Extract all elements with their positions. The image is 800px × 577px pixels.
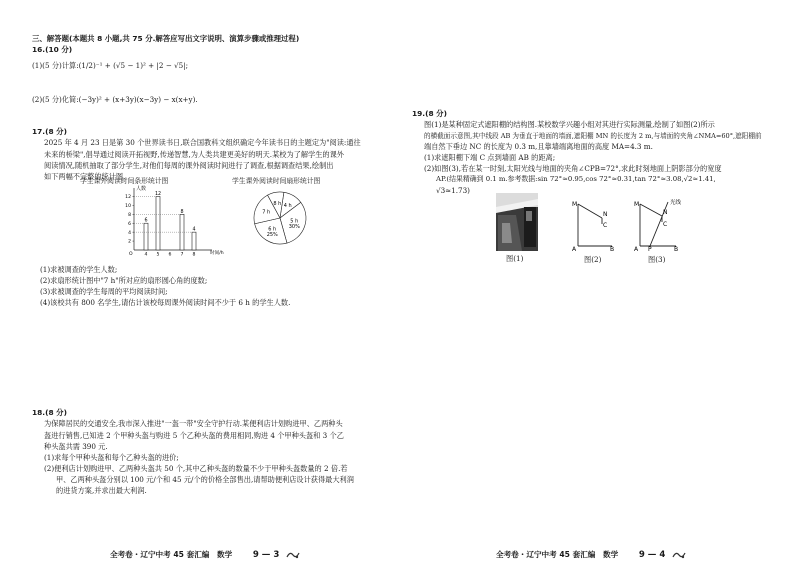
- q18-header: 18.(8 分): [32, 408, 67, 417]
- q19-header: 19.(8 分): [412, 109, 447, 118]
- q17-question-1: (1)求被调查的学生人数;: [40, 265, 118, 274]
- bar-origin-label: O: [129, 252, 133, 257]
- q17-questions: [40, 264, 290, 309]
- q16-part1: (1)(5 分)计算:(1/2)⁻¹ + (√5 − 1)² + |2 − √5|;: [32, 61, 189, 71]
- bar-x-tick-label: 4: [144, 252, 148, 258]
- pie-slice-label: 8 h: [273, 200, 282, 207]
- fig3-label-p: P: [648, 246, 652, 252]
- q17-question-2: (2)求扇形统计图中"7 h"所对应的扇形圆心角的度数;: [40, 276, 208, 286]
- q17-header: 17.(8 分): [32, 127, 67, 136]
- brand-logo-icon: [286, 551, 300, 559]
- q17-line-2: 未来的桥梁",倡导通过阅读开拓视野,传递智慧,为人类共建更美好的明天.某校为了解学生的课外: [44, 149, 344, 159]
- q17-line-4: 如下两幅不完整的统计图.: [44, 171, 126, 181]
- bar-value-label: 12: [154, 191, 162, 197]
- right-page: [400, 0, 800, 577]
- figure-1: [496, 193, 538, 263]
- q19-question-2-cont-2: √3≈1.73): [436, 186, 470, 196]
- q18-line-2: 盔进行销售,已知进 2 个甲种头盔与购进 5 个乙种头盔的费用相同,购进 4 个甲种头盔和 3 个乙: [44, 430, 344, 440]
- q19-line-1: 图(1)是某种固定式遮阳棚的结构图.某校数学兴趣小组对其进行实际测量,绘制了如图(2)所示: [424, 120, 715, 130]
- q19-question-2-cont-1: AP.(结果精确到 0.1 m.参考数据:sin 72°≈0.95,cos 72°≈0.31,tan 72°≈3.08,√2≈1.41,: [436, 175, 716, 184]
- fig2-label-a: A: [572, 246, 577, 252]
- bar-x-tick-label: 7: [180, 252, 184, 258]
- fig2-label-m: M: [572, 201, 578, 208]
- bar: [144, 223, 148, 250]
- bar-x-tick-label: 6: [168, 252, 172, 258]
- fig3-label-n: N: [663, 209, 668, 216]
- figure-2-caption: 图(2): [584, 255, 602, 264]
- q19-question-1: (1)求遮阳棚下端 C 点到墙面 AB 的距离;: [424, 153, 556, 162]
- bar-y-tick-label: 4: [128, 230, 131, 236]
- figure-3-diagram: [632, 196, 692, 252]
- bar-x-tick-label: 5: [156, 252, 160, 258]
- footer-right: [496, 549, 686, 562]
- awning-photo-image: [496, 193, 538, 251]
- fig3-label-light: 光线: [670, 200, 682, 206]
- pie-slice-label: 5 h: [290, 218, 299, 225]
- pie-chart-title: 学生课外阅读时间扇形统计图: [232, 177, 321, 185]
- bar-y-tick-label: 2: [128, 239, 131, 245]
- question-16: [32, 44, 198, 105]
- figure-1-caption: 图(1): [506, 254, 524, 263]
- fig2-label-n: N: [603, 211, 608, 218]
- figure-2: [570, 196, 626, 262]
- bar-x-axis-label: 时间/h: [210, 251, 224, 256]
- q18-question-2-cont-1: 甲、乙两种头盔分别以 100 元/个和 45 元/个的价格全部售出,请帮助便利店设计获得最大利润: [56, 475, 354, 485]
- footer-left: [110, 549, 300, 562]
- q19-question-2: (2)如图(3),若在某一时刻,太阳光线与地面的夹角∠CPB=72°,求此时刻地面上阴影部分的宽度: [424, 164, 722, 174]
- question-19: [412, 108, 792, 196]
- q18-line-3: 种头盔共需 390 元.: [44, 441, 108, 451]
- bar-value-label: 8: [180, 209, 184, 215]
- question-18: [32, 407, 354, 497]
- pie-slice-percent: 25%: [266, 231, 278, 238]
- bar-y-tick-label: 8: [128, 212, 131, 218]
- bar-value-label: 6: [144, 218, 148, 224]
- bar-chart: [118, 184, 236, 264]
- q18-line-1: 为保障居民的交通安全,我市深入推进"一盔一带"安全守护行动.某便利店计划购进甲、乙两种头: [44, 419, 343, 429]
- footer-right-text: 全考卷・辽宁中考 45 套汇编 数学: [496, 550, 619, 559]
- brand-logo-icon: [672, 551, 686, 559]
- question-17: [32, 126, 394, 182]
- fig3-label-m: M: [634, 201, 640, 208]
- footer-left-text: 全考卷・辽宁中考 45 套汇编 数学: [110, 550, 233, 559]
- fig3-label-b: B: [674, 246, 679, 252]
- pie-slice-label: 7 h: [262, 209, 271, 216]
- pie-slice-label: 6 h: [268, 226, 277, 233]
- bar-y-tick-label: 6: [128, 221, 131, 227]
- q17-question-4: (4)该校共有 800 名学生,请估计该校每周课外阅读时间不少于 6 h 的学生人数.: [40, 298, 291, 308]
- q17-question-3: (3)求被调查的学生每周的平均阅读时间;: [40, 287, 168, 297]
- fig2-label-b: B: [610, 246, 615, 252]
- fig3-label-a: A: [634, 246, 639, 252]
- q18-question-2-cont-2: 的进货方案,并求出最大利润.: [56, 486, 147, 496]
- pie-chart: [250, 188, 310, 248]
- bar-chart-title: 学生课外阅读时间条形统计图: [80, 177, 169, 185]
- bar-y-tick-label: 12: [125, 195, 131, 201]
- pie-slice-label: 4 h: [283, 202, 292, 209]
- pie-slice-percent: 30%: [288, 223, 300, 230]
- q16-part2: (2)(5 分)化简:(−3y)² + (x+3y)(x−3y) − x(x+y).: [32, 94, 198, 104]
- figure-2-diagram: [570, 196, 626, 252]
- bar-y-tick-label: 10: [125, 203, 131, 209]
- footer-right-page: 9 — 4: [638, 550, 666, 560]
- fig2-label-c: C: [603, 222, 608, 229]
- bar-value-label: 4: [192, 227, 196, 233]
- q19-line-2: 的横截面示意图,其中线段 AB 为垂直于地面的墙面,遮阳棚 MN 的长度为 2 m,与墙面的夹角∠NMA=60°,遮阳棚前: [424, 131, 762, 140]
- bar-y-axis-label: 人数: [136, 186, 147, 192]
- figure-3-caption: 图(3): [648, 255, 666, 264]
- q16-header: 16.(10 分): [32, 45, 73, 54]
- bar: [156, 196, 160, 250]
- bar: [192, 232, 196, 250]
- q19-line-3: 端自然下垂边 NC 的长度为 0.3 m,且靠墙端离地面的高度 MA=4.3 m.: [424, 141, 653, 151]
- q17-line-3: 阅读情况,随机抽取了部分学生,对他们每周的课外阅读时间进行了调查,根据调查结果,绘制出: [44, 160, 334, 170]
- bar-x-tick-label: 8: [192, 252, 196, 258]
- footer-left-page: 9 — 3: [252, 550, 280, 560]
- fig3-label-c: C: [663, 221, 668, 228]
- figure-3: [632, 196, 692, 262]
- q17-line-1: 2025 年 4 月 23 日是第 30 个世界读书日,联合国教科文组织确定今年读书日的主题定为"阅读:通往: [44, 138, 361, 148]
- section-header: 三、解答题(本题共 8 小题,共 75 分.解答应写出文字说明、演算步骤或推理过程): [32, 34, 300, 43]
- q18-question-1: (1)求每个甲种头盔和每个乙种头盔的进价;: [44, 452, 179, 462]
- q18-question-2: (2)便利店计划购进甲、乙两种头盔共 50 个,其中乙种头盔的数量不少于甲种头盔数量的 2 倍.若: [44, 464, 348, 474]
